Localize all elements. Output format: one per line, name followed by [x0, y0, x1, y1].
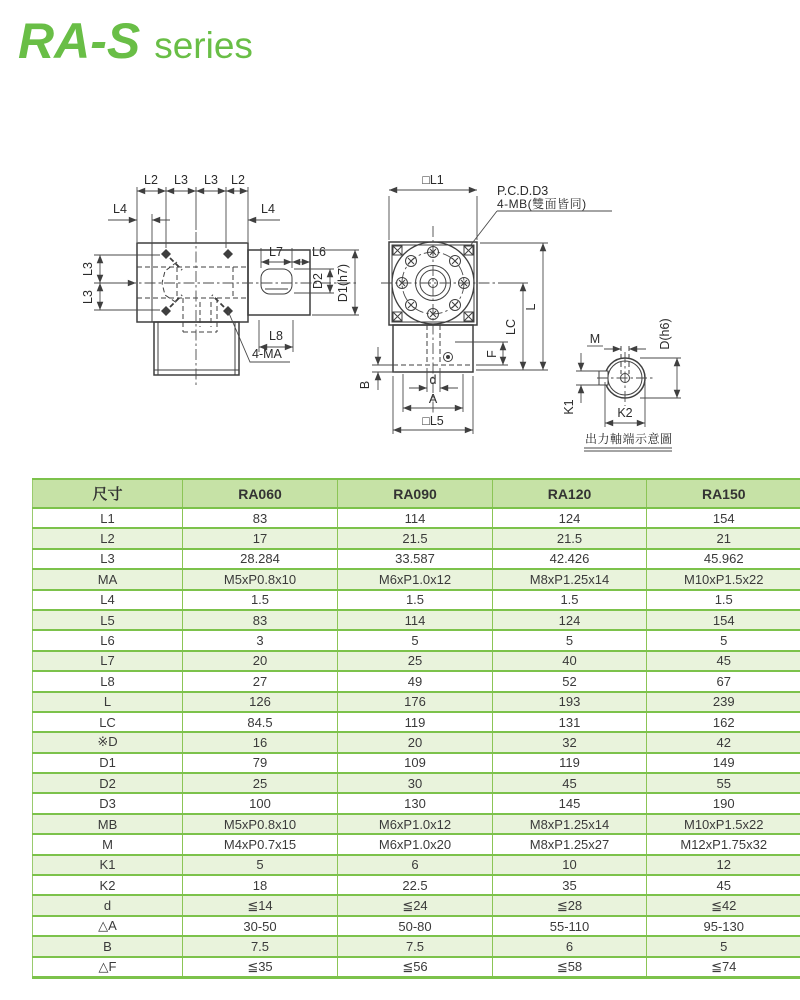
dim-label-k2: K2 — [617, 406, 633, 420]
dimension-table-header — [33, 479, 800, 508]
column-header-ra120: RA120 — [493, 479, 647, 508]
mounting-bolts — [161, 249, 233, 316]
row-label: d — [33, 895, 183, 915]
row-label: MA — [33, 569, 183, 589]
cell-value: 193 — [493, 692, 647, 712]
dim-b — [358, 347, 395, 390]
cell-value: 83 — [183, 610, 338, 630]
cell-value: 27 — [183, 671, 338, 691]
row-label: D2 — [33, 773, 183, 793]
dim-label-l4-right: L4 — [261, 202, 275, 216]
table-row — [33, 630, 800, 650]
row-label: △A — [33, 916, 183, 936]
cell-value: 12 — [647, 855, 800, 875]
dimension-table-body — [33, 508, 800, 977]
cell-value: 114 — [338, 508, 493, 528]
dim-l4 — [108, 202, 280, 243]
cell-value: 5 — [338, 630, 493, 650]
cell-value: 5 — [647, 630, 800, 650]
cell-value: 114 — [338, 610, 493, 630]
front-view-drawing — [358, 173, 612, 434]
cell-value: 109 — [338, 753, 493, 773]
series-name: RA-S — [18, 13, 141, 69]
cell-value: 45 — [647, 875, 800, 895]
cell-value: 6 — [338, 855, 493, 875]
shaft-view-caption-text: 出力軸端示意圖 — [585, 432, 673, 446]
cell-value: 176 — [338, 692, 493, 712]
cell-value: 7.5 — [338, 936, 493, 956]
page-title — [18, 12, 253, 70]
table-row — [33, 793, 800, 813]
table-row — [33, 610, 800, 630]
dim-m — [587, 332, 646, 349]
table-row — [33, 814, 800, 834]
dim-label-l3-left-a: L3 — [81, 262, 95, 276]
table-row — [33, 936, 800, 956]
cell-value: M8xP1.25x14 — [493, 814, 647, 834]
cell-value: ≦24 — [338, 895, 493, 915]
callout-pcd — [470, 184, 612, 246]
cell-value: 83 — [183, 508, 338, 528]
cell-value: 149 — [647, 753, 800, 773]
cell-value: 21.5 — [493, 528, 647, 548]
column-header-ra150: RA150 — [647, 479, 800, 508]
row-label: ※D — [33, 732, 183, 752]
table-row — [33, 957, 800, 978]
cell-value: ≦74 — [647, 957, 800, 978]
table-row — [33, 834, 800, 854]
cell-value: 45 — [493, 773, 647, 793]
cell-value: 154 — [647, 508, 800, 528]
row-label: L2 — [33, 528, 183, 548]
cell-value: 95-130 — [647, 916, 800, 936]
dim-left-l3 — [81, 255, 160, 310]
cell-value: 21.5 — [338, 528, 493, 548]
cell-value: 239 — [647, 692, 800, 712]
cell-value: 55-110 — [493, 916, 647, 936]
dim-l7-l6 — [261, 245, 326, 268]
row-label: D3 — [33, 793, 183, 813]
cell-value: 55 — [647, 773, 800, 793]
cell-value: 126 — [183, 692, 338, 712]
cell-value: M8xP1.25x27 — [493, 834, 647, 854]
dim-label-l6: L6 — [312, 245, 326, 259]
cell-value: 52 — [493, 671, 647, 691]
row-label: L5 — [33, 610, 183, 630]
cell-value: 28.284 — [183, 549, 338, 569]
cell-value: 10 — [493, 855, 647, 875]
cell-value: M6xP1.0x20 — [338, 834, 493, 854]
table-row — [33, 773, 800, 793]
row-label: △F — [33, 957, 183, 978]
dim-label-l4-left: L4 — [113, 202, 127, 216]
cell-value: M6xP1.0x12 — [338, 814, 493, 834]
cell-value: 6 — [493, 936, 647, 956]
table-row — [33, 753, 800, 773]
cell-value: 5 — [493, 630, 647, 650]
callout-pcd-line1: P.C.D.D3 — [497, 184, 549, 198]
dim-label-l7: L7 — [269, 245, 283, 259]
cell-value: 42.426 — [493, 549, 647, 569]
column-header-size: 尺寸 — [33, 479, 183, 508]
cell-value: 130 — [338, 793, 493, 813]
dim-label-l3-left-b: L3 — [81, 290, 95, 304]
callout-4ma-label: 4-MA — [252, 347, 282, 361]
cell-value: 3 — [183, 630, 338, 650]
cell-value: 30 — [338, 773, 493, 793]
row-label: L8 — [33, 671, 183, 691]
dim-label-m: M — [589, 332, 601, 346]
dim-label-l3-b: L3 — [204, 173, 218, 187]
cell-value: 5 — [647, 936, 800, 956]
cell-value: M12xP1.75x32 — [647, 834, 800, 854]
cell-value: 5 — [183, 855, 338, 875]
table-row — [33, 916, 800, 936]
dim-label-l5: □L5 — [422, 414, 444, 428]
cell-value: 17 — [183, 528, 338, 548]
table-row — [33, 855, 800, 875]
shaft-view-caption — [584, 431, 673, 451]
cell-value: 162 — [647, 712, 800, 732]
cell-value: M10xP1.5x22 — [647, 569, 800, 589]
dim-dh6 — [640, 318, 681, 398]
cell-value: 32 — [493, 732, 647, 752]
cell-value: 21 — [647, 528, 800, 548]
dim-label-d: d — [429, 373, 437, 387]
row-label: L — [33, 692, 183, 712]
table-row — [33, 508, 800, 528]
cell-value: 1.5 — [493, 590, 647, 610]
row-label: L3 — [33, 549, 183, 569]
table-row — [33, 528, 800, 548]
row-label: L4 — [33, 590, 183, 610]
cell-value: 25 — [183, 773, 338, 793]
callout-pcd-line2: 4-MB(雙面皆同) — [497, 197, 587, 211]
dim-label-l8: L8 — [269, 329, 283, 343]
table-row — [33, 671, 800, 691]
cell-value: 22.5 — [338, 875, 493, 895]
cell-value: 20 — [183, 651, 338, 671]
row-label: D1 — [33, 753, 183, 773]
cell-value: ≦42 — [647, 895, 800, 915]
series-suffix: series — [154, 25, 253, 66]
header-row — [33, 479, 800, 508]
row-label: M — [33, 834, 183, 854]
dim-top — [137, 173, 248, 248]
row-label: L7 — [33, 651, 183, 671]
cell-value: 33.587 — [338, 549, 493, 569]
cell-value: 45.962 — [647, 549, 800, 569]
dim-label-l3-a: L3 — [174, 173, 188, 187]
cell-value: 1.5 — [338, 590, 493, 610]
table-row — [33, 651, 800, 671]
cell-value: 154 — [647, 610, 800, 630]
cell-value: 20 — [338, 732, 493, 752]
cell-value: 45 — [647, 651, 800, 671]
table-row — [33, 692, 800, 712]
dim-label-a: A — [428, 392, 438, 406]
dim-label-dh6: D(h6) — [658, 318, 672, 350]
cell-value: M8xP1.25x14 — [493, 569, 647, 589]
dim-label-b: B — [358, 380, 372, 390]
cell-value: ≦56 — [338, 957, 493, 978]
cell-value: 119 — [338, 712, 493, 732]
dim-k1 — [562, 353, 600, 415]
table-row — [33, 732, 800, 752]
cell-value: 35 — [493, 875, 647, 895]
cell-value: 25 — [338, 651, 493, 671]
cell-value: ≦28 — [493, 895, 647, 915]
cell-value: 1.5 — [647, 590, 800, 610]
dim-label-lc: LC — [504, 319, 518, 335]
table-row — [33, 712, 800, 732]
cell-value: 131 — [493, 712, 647, 732]
dim-label-f: F — [485, 350, 499, 358]
row-label: B — [33, 936, 183, 956]
keyway-slot — [261, 269, 292, 294]
dim-k2 — [605, 382, 645, 427]
table-row — [33, 549, 800, 569]
row-label: MB — [33, 814, 183, 834]
cell-value: 30-50 — [183, 916, 338, 936]
cell-value: 1.5 — [183, 590, 338, 610]
cell-value: 42 — [647, 732, 800, 752]
cell-value: 190 — [647, 793, 800, 813]
cell-value: 100 — [183, 793, 338, 813]
dim-label-k1: K1 — [562, 399, 576, 415]
dim-label-l: L — [524, 303, 538, 311]
cell-value: 79 — [183, 753, 338, 773]
cell-value: 50-80 — [338, 916, 493, 936]
dim-label-d2: D2 — [311, 273, 325, 289]
row-label: LC — [33, 712, 183, 732]
shaft-end-view-drawing — [562, 318, 681, 451]
row-label: K2 — [33, 875, 183, 895]
cell-value: 119 — [493, 753, 647, 773]
cell-value: 40 — [493, 651, 647, 671]
cell-value: 124 — [493, 508, 647, 528]
cell-value: M5xP0.8x10 — [183, 814, 338, 834]
cell-value: M6xP1.0x12 — [338, 569, 493, 589]
cell-value: ≦14 — [183, 895, 338, 915]
dim-label-l2-b: L2 — [231, 173, 245, 187]
table-row — [33, 569, 800, 589]
dim-label-l1: □L1 — [422, 173, 444, 187]
row-label: L1 — [33, 508, 183, 528]
cell-value: 18 — [183, 875, 338, 895]
row-label: L6 — [33, 630, 183, 650]
dim-d2-d1 — [294, 250, 359, 315]
table-row — [33, 895, 800, 915]
dim-label-d1: D1(h7) — [336, 263, 350, 303]
table-row — [33, 590, 800, 610]
cell-value: ≦58 — [493, 957, 647, 978]
side-view-drawing — [81, 173, 359, 388]
cell-value: 16 — [183, 732, 338, 752]
cell-value: 124 — [493, 610, 647, 630]
cell-value: M4xP0.7x15 — [183, 834, 338, 854]
table-row — [33, 875, 800, 895]
dim-label-l2-a: L2 — [144, 173, 158, 187]
cell-value: 84.5 — [183, 712, 338, 732]
cell-value: M5xP0.8x10 — [183, 569, 338, 589]
cell-value: 145 — [493, 793, 647, 813]
cell-value: 67 — [647, 671, 800, 691]
dimension-table — [32, 478, 800, 979]
cell-value: M10xP1.5x22 — [647, 814, 800, 834]
column-header-ra090: RA090 — [338, 479, 493, 508]
cell-value: ≦35 — [183, 957, 338, 978]
column-header-ra060: RA060 — [183, 479, 338, 508]
cell-value: 7.5 — [183, 936, 338, 956]
cell-value: 49 — [338, 671, 493, 691]
row-label: K1 — [33, 855, 183, 875]
